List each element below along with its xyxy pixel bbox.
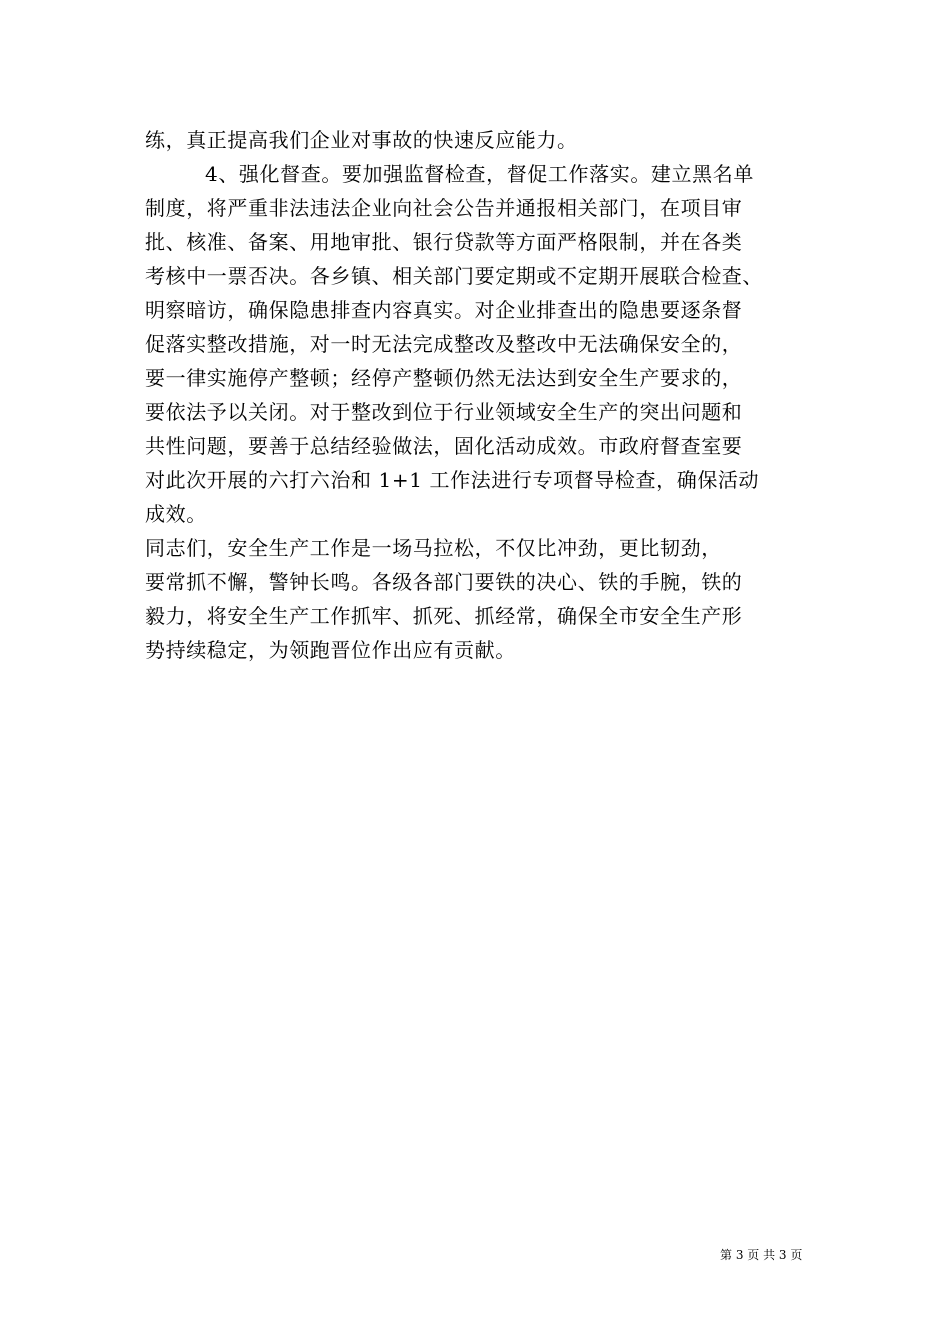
text-line: 要常抓不懈，警钟长鸣。各级各部门要铁的决心、铁的手腕，铁的 <box>145 570 743 594</box>
text-line: 4、强化督查。要加强监督检查，督促工作落实。建立黑名单 <box>205 162 754 186</box>
text-line: 同志们，安全生产工作是一场马拉松，不仅比冲劲，更比韧劲， <box>145 536 722 560</box>
text-line: 要一律实施停产整顿；经停产整顿仍然无法达到安全生产要求的， <box>145 366 743 390</box>
text-line: 对此次开展的六打六治和 1+1 工作法进行专项督导检查，确保活动 <box>145 468 760 492</box>
text-line: 促落实整改措施，对一时无法完成整改及整改中无法确保安全的， <box>145 332 743 356</box>
text-line: 要依法予以关闭。对于整改到位于行业领域安全生产的突出问题和 <box>145 400 743 424</box>
page-number: 第 3 页 共 3 页 <box>720 1248 803 1262</box>
text-line: 毅力，将安全生产工作抓牢、抓死、抓经常，确保全市安全生产形 <box>145 604 743 628</box>
text-line: 练，真正提高我们企业对事故的快速反应能力。 <box>145 128 578 152</box>
text-line: 明察暗访，确保隐患排查内容真实。对企业排查出的隐患要逐条督 <box>145 298 743 322</box>
text-line: 成效。 <box>145 502 207 526</box>
text-line: 势持续稳定，为领跑晋位作出应有贡献。 <box>145 638 516 662</box>
text-line: 共性问题，要善于总结经验做法，固化活动成效。市政府督查室要 <box>145 434 743 458</box>
text-line: 制度，将严重非法违法企业向社会公告并通报相关部门，在项目审 <box>145 196 743 220</box>
text-line: 考核中一票否决。各乡镇、相关部门要定期或不定期开展联合检查、 <box>145 264 763 288</box>
text-line: 批、核准、备案、用地审批、银行贷款等方面严格限制，并在各类 <box>145 230 743 254</box>
